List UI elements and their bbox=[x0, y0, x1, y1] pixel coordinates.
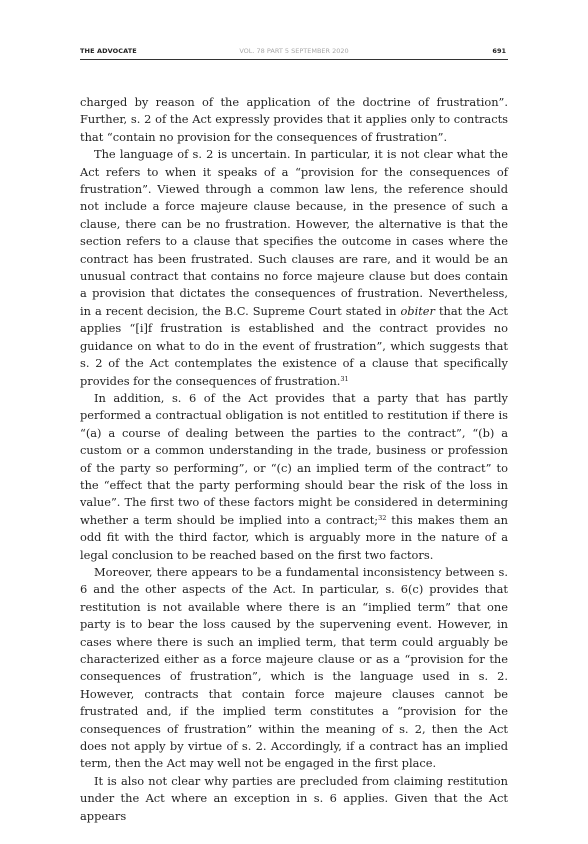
footnote-ref-31[interactable]: 31 bbox=[340, 374, 349, 383]
paragraph-5: It is also not clear why parties are precluded from claiming restitution under the Act where an exception in s. 6 applies. Given that the Act appears bbox=[80, 773, 508, 823]
footnote-ref-32[interactable]: 32 bbox=[378, 513, 387, 522]
article-body bbox=[80, 94, 508, 825]
running-header bbox=[80, 45, 508, 60]
paragraph-4: Moreover, there appears to be a fundamental inconsistency between s. 6 and the other aspects of the Act. In particular, s. 6(c) provides that restitution is not available where there is an “implied term” that one party is to bear the loss caused by the supervening event. However, in cases where there is such an implied term, that term could arguably be characterized either as a force majeure clause or as a “provision for the consequences of frustration”, which is the language used in s. 2. However, contracts that contain force majeure clauses cannot be frustrated and, if the implied term constitutes a “provision for the consequences of frustration” within the meaning of s. 2, then the Act does not apply by virtue of s. 2. Accordingly, if a contract has an implied term, then the Act may well not be engaged in the first place. bbox=[80, 564, 508, 771]
journal-title: THE ADVOCATE bbox=[80, 47, 137, 55]
paragraph-3-text-a: In addition, s. 6 of the Act provides that a party that has partly performed a contractual obligation is not entitled to restitution if there is “(a) a course of dealing between the parties to the contract”, “(b) a custom or a common understanding in the trade, business or profession of the party so performing”, or “(c) an implied term of the contract” to the “effect that the party performing should bear the risk of the loss in value”. The first two of these factors might be considered in determining whether a term should be implied into a contract; bbox=[80, 390, 508, 527]
paragraph-2-text-b: that the Act applies “[i]f frustration is established and the contract provides no guidance on what to do in the event of frustration”, which suggests that s. 2 of the Act contemplates the existence of a clause that specifically provides for the consequences of frustration. bbox=[80, 303, 509, 388]
paragraph-3 bbox=[80, 390, 508, 564]
paragraph-2-text-a: The language of s. 2 is uncertain. In particular, it is not clear what the Act refers to when it speaks of a “provision for the consequences of frustration”. Viewed through a common law lens, the reference should not include a force majeure clause because, in the presence of such a clause, there can be no frustration. However, the alternative is that the section refers to a clause that specifies the outcome in cases where the contract has been frustrated. Such clauses are rare, and it would be an unusual contract that contains no force majeure clause but does contain a provision that dictates the consequences of frustration. Nevertheless, in a recent decision, the B.C. Supreme Court stated in bbox=[80, 147, 508, 318]
paragraph-3-text-b: this makes them an odd fit with the third factor, which is arguably more in the nature of a legal conclusion to be reached based on the first two factors. bbox=[80, 512, 508, 562]
paragraph-2 bbox=[80, 146, 508, 390]
page-number: 691 bbox=[492, 47, 506, 55]
paragraph-2-italic: obiter bbox=[400, 303, 435, 318]
issue-info: VOL. 78 PART 5 SEPTEMBER 2020 bbox=[239, 47, 349, 55]
paragraph-1: charged by reason of the application of the doctrine of frustration”. Further, s. 2 of the Act expressly provides that it applies only to contracts that “contain no provision for the consequences of frustration”. bbox=[80, 95, 508, 144]
